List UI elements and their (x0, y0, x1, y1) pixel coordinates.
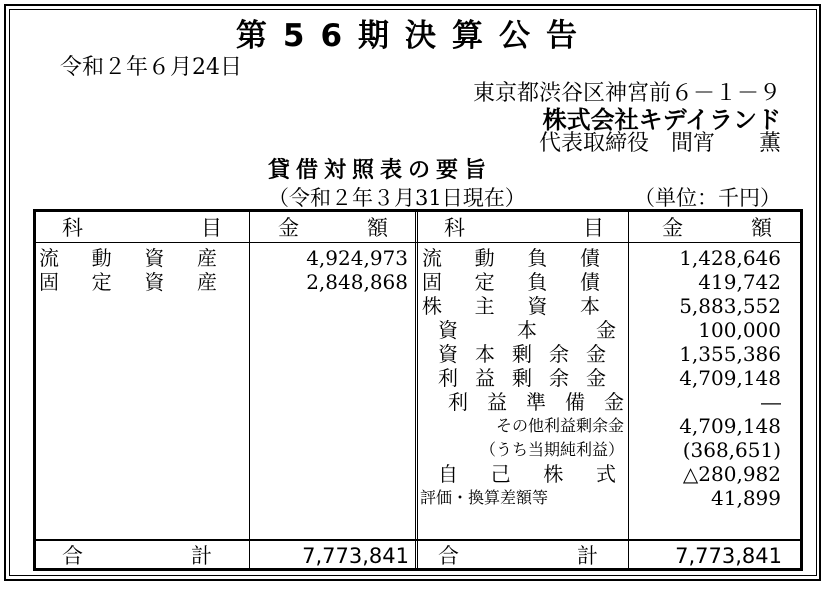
label-char: 剰 (512, 342, 532, 366)
net-income-amount: (368,651) (682, 438, 781, 462)
label-char: 備 (565, 390, 585, 414)
label-char: 金 (604, 390, 624, 414)
label-char: 動 (474, 246, 495, 270)
label-char: 本 (579, 294, 600, 318)
label-char: 資 (144, 270, 165, 294)
company-address: 東京都渋谷区神宮前６－１－９ (472, 81, 781, 106)
label-char: 負 (527, 246, 548, 270)
equity-amount: ― (761, 390, 781, 414)
label-char: 本 (475, 342, 495, 366)
total-liabilities-equity: 7,773,841 (675, 544, 782, 568)
header-left-amount: 金 額 (278, 216, 388, 240)
equity-amount: 4,709,148 (679, 414, 781, 438)
total-label-right: 合 計 (438, 544, 598, 568)
center-double-divider (415, 212, 418, 568)
label-char: 金 (586, 366, 606, 390)
table-row (438, 318, 616, 342)
equity-amount: 5,883,552 (679, 294, 781, 318)
asset-amount: 4,924,973 (306, 246, 408, 270)
table-row: 評価・換算差額等 (420, 488, 549, 507)
label-char: 負 (527, 270, 548, 294)
label-char: 利 (438, 366, 458, 390)
liability-amount: 419,742 (698, 270, 781, 294)
table-row (39, 270, 217, 294)
table-row (438, 342, 606, 366)
label-char: 固 (422, 270, 442, 294)
representative: 代表取締役 間宵 薫 (538, 131, 781, 156)
label-char: 主 (474, 294, 495, 318)
label-char: 式 (595, 462, 616, 486)
label-char: 己 (490, 462, 511, 486)
header-divider (36, 242, 800, 243)
header-right-amount: 金 額 (662, 216, 772, 240)
table-row (438, 462, 616, 486)
table-row (448, 390, 624, 414)
valuation-amount: 41,899 (711, 486, 781, 510)
notice-title: 第56期決算公告 (235, 18, 594, 54)
label-char: 動 (91, 246, 112, 270)
label-char: 金 (596, 318, 616, 342)
label-char: 準 (526, 390, 546, 414)
asset-amount: 2,848,868 (306, 270, 408, 294)
label-char: 資 (438, 318, 458, 342)
label-char: 資 (144, 246, 165, 270)
header-left-item: 科 目 (62, 216, 222, 240)
label-char: 定 (91, 270, 112, 294)
label-char: 流 (422, 246, 442, 270)
col-divider (249, 212, 250, 568)
table-row: （うち当期純利益） (479, 440, 624, 459)
label-char: 益 (487, 390, 507, 414)
total-label-left: 合 計 (62, 544, 212, 568)
equity-amount: 100,000 (698, 318, 781, 342)
total-divider (36, 539, 800, 541)
label-char: 利 (448, 390, 468, 414)
col-divider (628, 212, 629, 568)
table-row: その他利益剰余金 (495, 416, 624, 435)
label-char: 余 (549, 342, 569, 366)
as-of-date: （令和２年３月31日現在） (268, 186, 526, 210)
label-char: 流 (39, 246, 59, 270)
label-char: 株 (422, 294, 442, 318)
label-char: 益 (475, 366, 495, 390)
label-char: 資 (527, 294, 548, 318)
table-row (422, 246, 600, 270)
label-char: 債 (579, 246, 600, 270)
label-char: 金 (586, 342, 606, 366)
treasury-stock-amount: △280,982 (682, 462, 781, 486)
equity-amount: 1,355,386 (679, 342, 781, 366)
label-char: 株 (543, 462, 564, 486)
label-char: 剰 (512, 366, 532, 390)
label-char: 余 (549, 366, 569, 390)
balance-sheet-table (33, 209, 803, 571)
label-char: 自 (438, 462, 458, 486)
label-char: 固 (39, 270, 59, 294)
table-row (422, 294, 600, 318)
table-row (39, 246, 217, 270)
label-char: 産 (196, 246, 217, 270)
company-name: 株式会社キデイランド (542, 106, 781, 134)
label-char: 定 (474, 270, 495, 294)
label-char: 債 (579, 270, 600, 294)
balance-sheet-title: 貸借対照表の要旨 (268, 158, 493, 183)
notice-date: 令和２年６月24日 (60, 55, 242, 80)
label-char: 資 (438, 342, 458, 366)
equity-amount: 4,709,148 (679, 366, 781, 390)
table-row (422, 270, 600, 294)
label-char: 産 (196, 270, 217, 294)
liability-amount: 1,428,646 (679, 246, 781, 270)
label-char: 本 (517, 318, 537, 342)
table-row (438, 366, 606, 390)
unit-label: （単位：千円） (634, 186, 781, 210)
total-assets: 7,773,841 (302, 544, 409, 568)
header-right-item: 科 目 (444, 216, 604, 240)
